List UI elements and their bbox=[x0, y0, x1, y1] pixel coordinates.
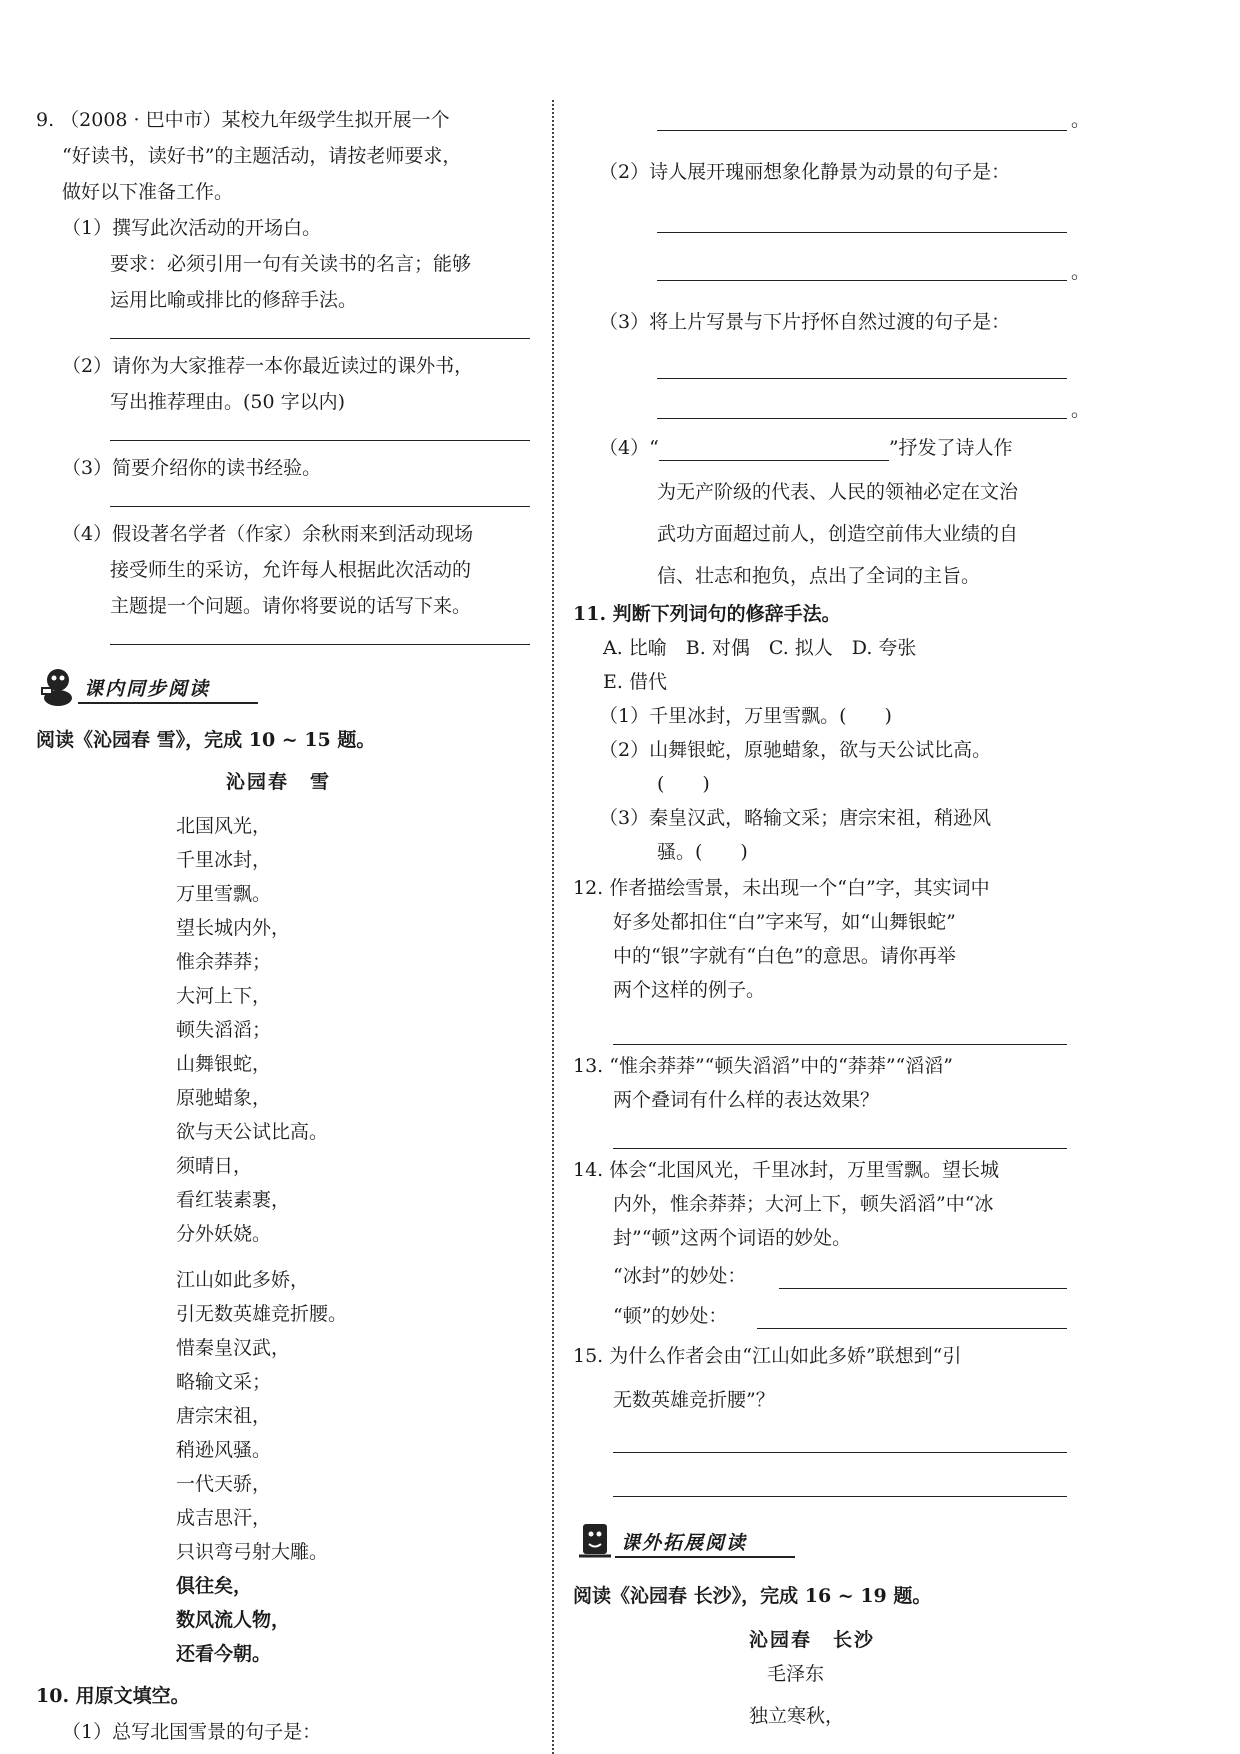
q10-part3: （3）将上片写景与下片抒怀自然过渡的句子是： bbox=[599, 311, 1011, 333]
q10-part4 bbox=[599, 436, 1013, 461]
poem-line: 还看今朝。 bbox=[176, 1643, 272, 1665]
poem-line: 千里冰封， bbox=[176, 849, 272, 871]
poem2-author: 毛泽东 bbox=[767, 1663, 825, 1685]
answer-line bbox=[657, 130, 1067, 131]
q9-part1-req2: 运用比喻或排比的修辞手法。 bbox=[110, 289, 358, 311]
section-title: 课外拓展阅读 bbox=[621, 1532, 748, 1554]
q14-bingfeng: “冰封”的妙处： bbox=[613, 1265, 747, 1287]
answer-line bbox=[613, 1496, 1067, 1497]
section-title: 课内同步阅读 bbox=[84, 678, 211, 700]
inline-blank bbox=[659, 436, 889, 461]
q10-part2: （2）诗人展开瑰丽想象化静景为动景的句子是： bbox=[599, 161, 1011, 183]
poem-line: 江山如此多娇， bbox=[176, 1269, 310, 1291]
poem-line: 欲与天公试比高。 bbox=[176, 1121, 329, 1143]
q9-part4-b: 接受师生的采访，允许每人根据此次活动的 bbox=[110, 559, 472, 581]
q12-line-1: 12. 作者描绘雪景，未出现一个“白”字，其实词中 bbox=[573, 877, 990, 899]
q9-part1-req: 要求：必须引用一句有关读书的名言；能够 bbox=[110, 253, 472, 275]
poem-line: 数风流人物， bbox=[176, 1609, 291, 1631]
poem-line: 成吉思汗， bbox=[176, 1507, 272, 1529]
poem-line: 略输文采； bbox=[176, 1371, 272, 1393]
poem-line: 看红装素裹， bbox=[176, 1189, 291, 1211]
column-divider bbox=[552, 100, 554, 1754]
q14-dun: “顿”的妙处： bbox=[613, 1305, 728, 1327]
q12-line-3: 中的“银”字就有“白色”的意思。请你再举 bbox=[613, 945, 956, 967]
poem-line: 惟余莽莽； bbox=[176, 951, 272, 973]
answer-line bbox=[657, 280, 1067, 281]
book-mascot-icon bbox=[573, 1518, 617, 1562]
q15-line-1: 15. 为什么作者会由“江山如此多娇”联想到“引 bbox=[573, 1345, 962, 1367]
q14-line-3: 封”“顿”这两个词语的妙处。 bbox=[613, 1227, 852, 1249]
poem-line: 惜秦皇汉武， bbox=[176, 1337, 291, 1359]
q10-part4-b: 为无产阶级的代表、人民的领袖必定在文治 bbox=[657, 481, 1019, 503]
q10-part1: （1）总写北国雪景的句子是： bbox=[62, 1721, 322, 1743]
poem-line: 分外妖娆。 bbox=[176, 1223, 272, 1245]
reading-mascot-icon bbox=[36, 664, 80, 708]
answer-line bbox=[657, 418, 1067, 419]
q9-line-3: 做好以下准备工作。 bbox=[62, 181, 234, 203]
poem-line: 稍逊风骚。 bbox=[176, 1439, 272, 1461]
answer-line bbox=[613, 1452, 1067, 1453]
q9-part4-c: 主题提一个问题。请你将要说的话写下来。 bbox=[110, 595, 472, 617]
q10-part4-d: 信、壮志和抱负，点出了全词的主旨。 bbox=[657, 565, 981, 587]
q13-line-2: 两个叠词有什么样的表达效果？ bbox=[613, 1089, 880, 1111]
q14-line-1: 14. 体会“北国风光，千里冰封，万里雪飘。望长城 bbox=[573, 1159, 999, 1181]
q11-option-e: E. 借代 bbox=[603, 671, 667, 693]
poem-body bbox=[176, 814, 496, 1665]
poem2-title: 沁园春 长沙 bbox=[749, 1629, 876, 1651]
poem-line: 引无数英雄竞折腰。 bbox=[176, 1303, 348, 1325]
q9-part2: （2）请你为大家推荐一本你最近读过的课外书， bbox=[62, 355, 474, 377]
q9-part4: （4）假设著名学者（作家）余秋雨来到活动现场 bbox=[62, 523, 474, 545]
q10-part4-open: （4）“ bbox=[599, 437, 659, 459]
poem-line: 山舞银蛇， bbox=[176, 1053, 272, 1075]
poem2-line: 独立寒秋， bbox=[749, 1705, 845, 1727]
section-banner-in-class bbox=[36, 664, 296, 710]
q11-part2-b: ( ) bbox=[657, 773, 710, 795]
q11-part2: （2）山舞银蛇，原驰蜡象，欲与天公试比高。 bbox=[599, 739, 992, 761]
answer-line bbox=[110, 440, 530, 441]
q11-part3: （3）秦皇汉武，略输文采；唐宗宋祖，稍逊风 bbox=[599, 807, 992, 829]
reading-instruction-2: 阅读《沁园春 长沙》，完成 16 ~ 19 题。 bbox=[573, 1585, 932, 1607]
q9-part3: （3）简要介绍你的读书经验。 bbox=[62, 457, 322, 479]
q14-line-2: 内外，惟余莽莽；大河上下，顿失滔滔”中“冰 bbox=[613, 1193, 994, 1215]
poem-line: 只识弯弓射大雕。 bbox=[176, 1541, 329, 1563]
reading-instruction: 阅读《沁园春 雪》，完成 10 ~ 15 题。 bbox=[36, 729, 376, 751]
poem-line: 北国风光， bbox=[176, 815, 272, 837]
q11-heading: 11. 判断下列词句的修辞手法。 bbox=[573, 603, 841, 625]
answer-line bbox=[657, 378, 1067, 379]
poem-line: 大河上下， bbox=[176, 985, 272, 1007]
q9-line-2: “好读书，读好书”的主题活动，请按老师要求， bbox=[62, 145, 462, 167]
poem-line: 一代天骄， bbox=[176, 1473, 272, 1495]
q11-options: A. 比喻 B. 对偶 C. 拟人 D. 夸张 bbox=[603, 637, 917, 659]
answer-line bbox=[613, 1044, 1067, 1045]
q12-line-2: 好多处都扣住“白”字来写，如“山舞银蛇” bbox=[613, 911, 956, 933]
answer-line bbox=[110, 644, 530, 645]
poem-line: 万里雪飘。 bbox=[176, 883, 272, 905]
period: 。 bbox=[1071, 261, 1091, 283]
q10-part4-close: ”抒发了诗人作 bbox=[888, 437, 1013, 459]
period: 。 bbox=[1071, 399, 1091, 421]
q15-line-2: 无数英雄竞折腰”？ bbox=[613, 1389, 775, 1411]
poem-line: 俱往矣， bbox=[176, 1575, 253, 1597]
q13-line-1: 13. “惟余莽莽”“顿失滔滔”中的“莽莽”“滔滔” bbox=[573, 1055, 953, 1077]
q9-line-1: 9. （2008 · 巴中市）某校九年级学生拟开展一个 bbox=[36, 109, 450, 131]
q10-part4-c: 武功方面超过前人，创造空前伟大业绩的自 bbox=[657, 523, 1019, 545]
answer-line bbox=[613, 1148, 1067, 1149]
q9-part1: （1）撰写此次活动的开场白。 bbox=[62, 217, 322, 239]
answer-line bbox=[757, 1328, 1067, 1329]
answer-line bbox=[657, 232, 1067, 233]
q11-part3-b: 骚。( ) bbox=[657, 841, 748, 863]
q10-heading: 10. 用原文填空。 bbox=[36, 1685, 190, 1707]
q9-part2-b: 写出推荐理由。(50 字以内) bbox=[110, 391, 346, 413]
period: 。 bbox=[1071, 109, 1091, 131]
answer-line bbox=[779, 1288, 1067, 1289]
q11-part1: （1）千里冰封，万里雪飘。( ) bbox=[599, 705, 892, 727]
poem-line: 望长城内外， bbox=[176, 917, 291, 939]
section-banner-extended bbox=[573, 1518, 833, 1564]
poem-title: 沁园春 雪 bbox=[226, 771, 332, 793]
poem-line: 唐宗宋祖， bbox=[176, 1405, 272, 1427]
answer-line bbox=[110, 338, 530, 339]
banner-underline bbox=[78, 702, 258, 704]
poem-line: 原驰蜡象， bbox=[176, 1087, 272, 1109]
banner-underline bbox=[615, 1556, 795, 1558]
poem-line: 顿失滔滔； bbox=[176, 1019, 272, 1041]
q12-line-4: 两个这样的例子。 bbox=[613, 979, 766, 1001]
poem-line: 须晴日， bbox=[176, 1155, 253, 1177]
answer-line bbox=[110, 506, 530, 507]
